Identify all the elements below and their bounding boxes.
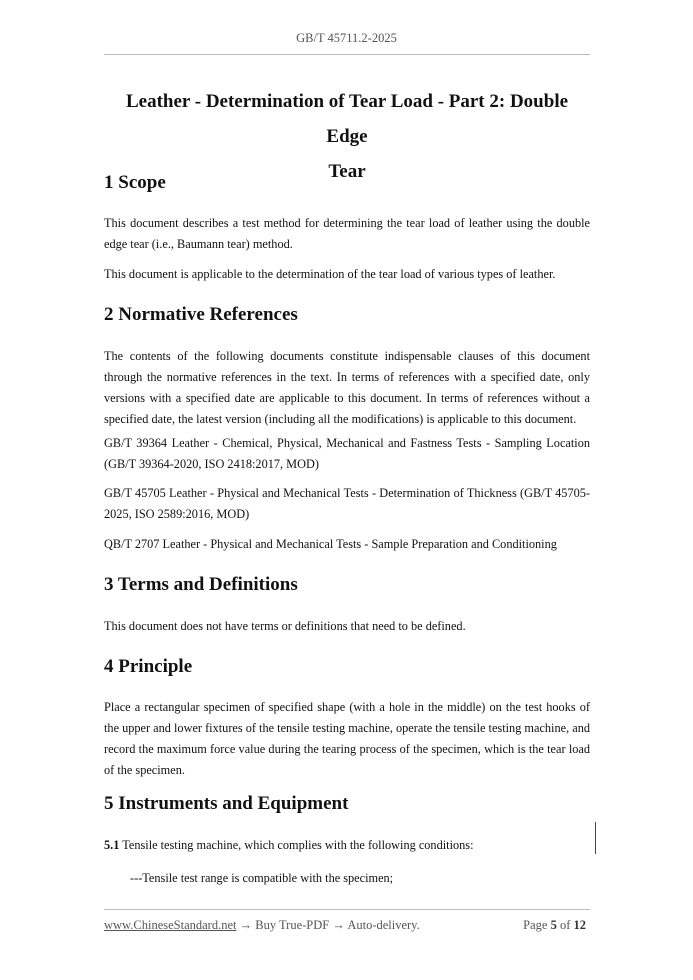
change-bar	[595, 822, 596, 854]
page-indicator	[523, 918, 586, 933]
footer-rule	[104, 909, 590, 910]
running-header: GB/T 45711.2-2025	[296, 31, 397, 45]
reference-gbt-45705: GB/T 45705 Leather - Physical and Mechanical Tests - Determination of Thickness (GB/T 45705-2025, ISO 2589:2016, MOD)	[104, 486, 590, 521]
scope-paragraph-2: This document is applicable to the determination of the tear load of various types of leather.	[104, 267, 556, 281]
title-line-1: Leather - Determination of Tear Load - Part 2: Double Edge	[125, 91, 569, 147]
heading-terms-definitions: 3 Terms and Definitions	[104, 574, 298, 595]
terms-paragraph-1: This document does not have terms or definitions that need to be defined.	[104, 619, 466, 633]
page-total: 12	[573, 918, 586, 932]
auto-delivery-text: Auto-delivery.	[347, 918, 420, 932]
clause-5-1-subitem-1: ---Tensile test range is compatible with the specimen;	[130, 871, 394, 885]
arrow-right-icon: →	[332, 918, 345, 932]
page-number: 5	[550, 918, 557, 932]
normative-paragraph-1: The contents of the following documents constitute indispensable clauses of this document through the normative references in the text. In terms of references with a specified date, only versions with a specified date are applicable to this document. In terms of references without a specified date, the latest version (including all the modifications) is applicable to this document.	[104, 349, 590, 426]
clause-5-1	[104, 835, 590, 856]
heading-normative-references: 2 Normative References	[104, 304, 298, 325]
buy-true-pdf-text: Buy True-PDF	[255, 918, 330, 932]
heading-instruments-equipment: 5 Instruments and Equipment	[104, 793, 349, 814]
document-title	[104, 84, 590, 189]
principle-paragraph-1: Place a rectangular specimen of specified shape (with a hole in the middle) on the test hooks of the upper and lower fixtures of the tensile testing machine, operate the tensile testing machine, and record the maximum force value during the tearing process of the specimen, which is the tear load of the specimen.	[104, 700, 590, 777]
header-rule	[104, 54, 590, 55]
page-label: Page	[523, 918, 548, 932]
heading-principle: 4 Principle	[104, 656, 193, 677]
reference-qbt-2707: QB/T 2707 Leather - Physical and Mechanical Tests - Sample Preparation and Conditioning	[104, 537, 557, 551]
footer-promo	[104, 918, 420, 933]
clause-text: Tensile testing machine, which complies with the following conditions:	[122, 838, 474, 852]
clause-number: 5.1	[104, 838, 120, 852]
scope-paragraph-1: This document describes a test method for determining the tear load of leather using the double edge tear (i.e., Baumann tear) method.	[104, 216, 590, 251]
reference-gbt-39364: GB/T 39364 Leather - Chemical, Physical, Mechanical and Fastness Tests - Sampling Location (GB/T 39364-2020, ISO 2418:2017, MOD)	[104, 436, 590, 471]
heading-scope: 1 Scope	[104, 172, 166, 193]
title-line-2: Tear	[328, 161, 366, 182]
arrow-right-icon: →	[239, 918, 253, 932]
of-label: of	[559, 918, 571, 932]
site-link[interactable]: www.ChineseStandard.net	[104, 918, 237, 932]
